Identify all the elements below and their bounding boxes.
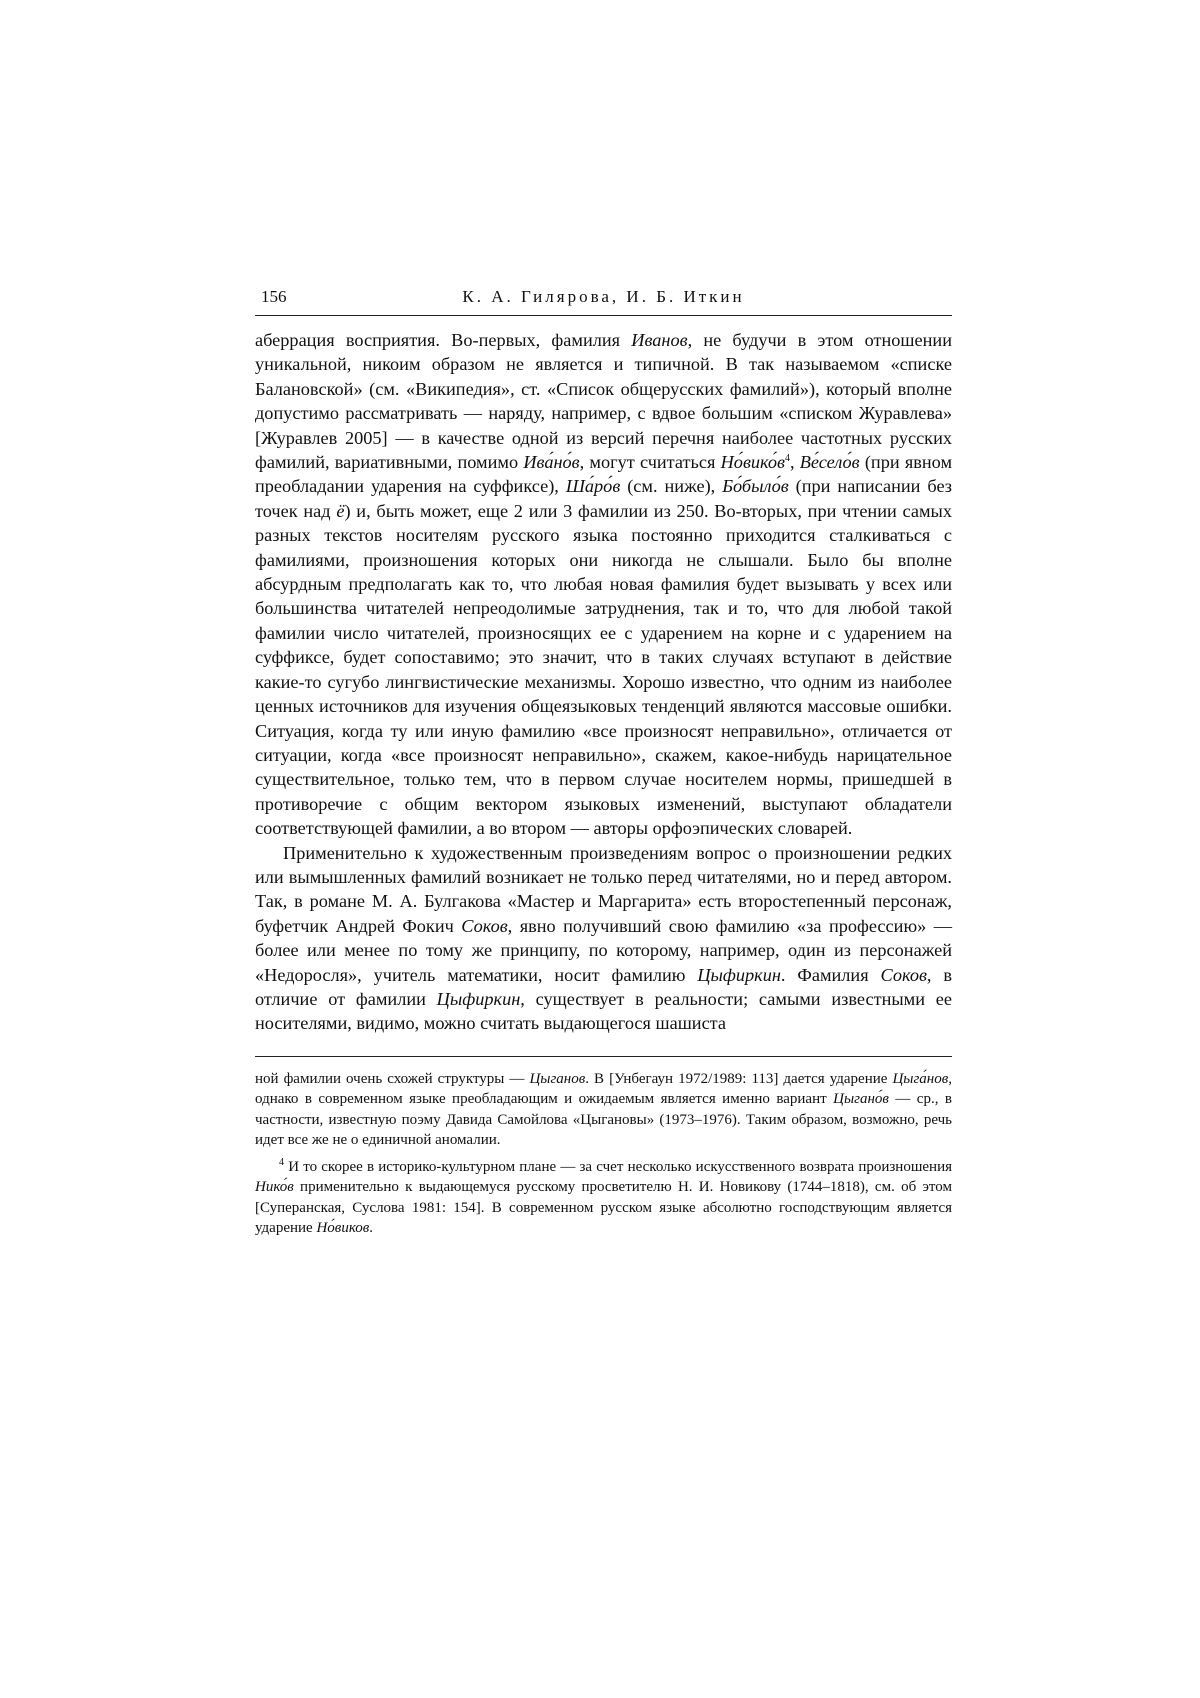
surname-italic: Ша́ро́в [565, 476, 621, 497]
text-run: (при написании без точек над [255, 476, 953, 521]
text-run: ной фамилии очень схожей структуры — [255, 1070, 530, 1087]
surname-italic: Цыга́нов [892, 1070, 949, 1087]
surname-italic: Бо́было́в [722, 476, 789, 497]
surname-italic: Ве́село́в [799, 452, 860, 473]
text-run: — ср., в частности, известную поэму Давида Самойлова «Цыгановы» (1973–1976). Таким образом, возможно, речь идет все же не о единичной аномалии. [255, 1091, 952, 1149]
surname-italic: Но́вико́в [720, 452, 785, 473]
surname-italic: Но́виков [316, 1220, 370, 1237]
text-run: , в отличие от фамилии [255, 964, 952, 1009]
footnote-rule [255, 1056, 952, 1057]
surname-italic: Соков [880, 964, 927, 985]
running-head-authors: К. А. Гилярова, И. Б. Иткин [462, 287, 745, 306]
text-run: (см. ниже), [620, 476, 723, 497]
text-run: . В [Унбегаун 1972/1989: 113] дается ударение [585, 1070, 893, 1087]
footnote-continuation [255, 1069, 952, 1151]
page-number: 156 [261, 287, 287, 306]
letter-italic: ё [336, 500, 345, 521]
footnote-ref-4[interactable]: 4 [784, 452, 790, 464]
footnote-4 [255, 1157, 952, 1239]
surname-italic: Цыфиркин [697, 964, 781, 985]
text-run: , однако в современном языке преобладающим и ожидаемым является именно вариант [255, 1070, 952, 1108]
text-run: аберрация восприятия. Во-первых, фамилия [255, 330, 632, 350]
surname-italic: Цыфиркин [436, 988, 521, 1009]
text-run: , существует в реальности; самыми известными ее носителями, видимо, можно считать выдающегося шашиста [255, 988, 952, 1034]
text-run: применительно к выдающемуся русскому просветителю Н. И. Новикову (1744–1818), см. об этом [Суперанская, Суслова 1981: 154]. В современном русском языке абсолютно господствующим является ударение [255, 1179, 952, 1237]
text-run: ) и, быть может, еще 2 или 3 фамилии из 250. Во-вторых, при чтении самых разных текстов носителям русского языка постоянно приходится сталкиваться с фамилиями, произношения которых они никогда не слышали. Было бы вполне абсурдным предполагать как то, что любая новая фамилия будет вызывать у всех или большинства читателей непреодолимые затруднения, так и то, что для любой такой фамилии число читателей, произносящих ее с ударением на корне и с ударением на суффиксе, будет сопоставимо; это значит, что в таких случаях вступают в действие какие-то сугубо лингвистические механизмы. Хорошо известно, что одним из наиболее ценных источников для изучения общеязыковых тенденций являются массовые ошибки. Ситуация, когда ту или иную фамилию «все произносят неправильно», отличается от ситуации, когда «все произносят неправильно», скажем, какое-нибудь нарицательное существительное, только тем, что в первом случае носителем нормы, пришедшей в противоречие с общим вектором языковых изменений, выступают обладатели соответствующей фамилии, а во втором — авторы орфоэпических словарей. [255, 500, 952, 839]
surname-italic: Цыгано́в [833, 1091, 889, 1108]
surname-italic: Ива́но́в [523, 452, 580, 473]
text-run: И то скорее в историко-культурном плане — за счет несколько искусственного возврата произношения [284, 1158, 952, 1175]
text-run: Применительно к художественным произведениям вопрос о произношении редких или вымышленных фамилий возникает не только перед читателями, но и перед автором. Так, в романе М. А. Булгакова «Мастер и Маргарита» есть второстепенный персонаж, буфетчик Андрей Фокич [255, 842, 952, 936]
footnote-number: 4 [279, 1156, 284, 1168]
surname-italic: Цыганов [529, 1070, 586, 1087]
main-text [255, 328, 952, 1036]
surname-italic: Нико́в [255, 1179, 294, 1196]
text-run: , [789, 452, 800, 473]
paragraph-1 [255, 328, 952, 841]
surname-italic: Соков [461, 915, 508, 936]
text-run: . Фамилия [780, 964, 881, 985]
book-page [255, 285, 952, 1239]
paragraph-2 [255, 841, 952, 1036]
text-run: , явно получивший свою фамилию «за профессию» — более или менее по тому же принципу, по которому, например, один из персонажей «Недоросля», учитель математики, носит фамилию [255, 915, 952, 985]
footnotes [255, 1069, 952, 1239]
text-run: , могут считаться [579, 452, 721, 473]
running-head [255, 285, 952, 315]
header-rule [255, 315, 952, 316]
text-run: (при явном преобладании ударения на суффиксе), [255, 452, 953, 497]
text-run: . [369, 1220, 374, 1237]
text-run: , не будучи в этом отношении уникальной, никоим образом не является и типичной. В так называемом «списке Балановской» (см. «Википедия», ст. «Список общерусских фамилий»), который вполне допустимо рассматривать — наряду, например, с вдвое большим «списком Журавлева» [Журавлев 2005] — в качестве одной из версий перечня наиболее частотных русских фамилий, вариативными, помимо [255, 330, 952, 473]
surname-italic: Иванов [631, 330, 688, 350]
